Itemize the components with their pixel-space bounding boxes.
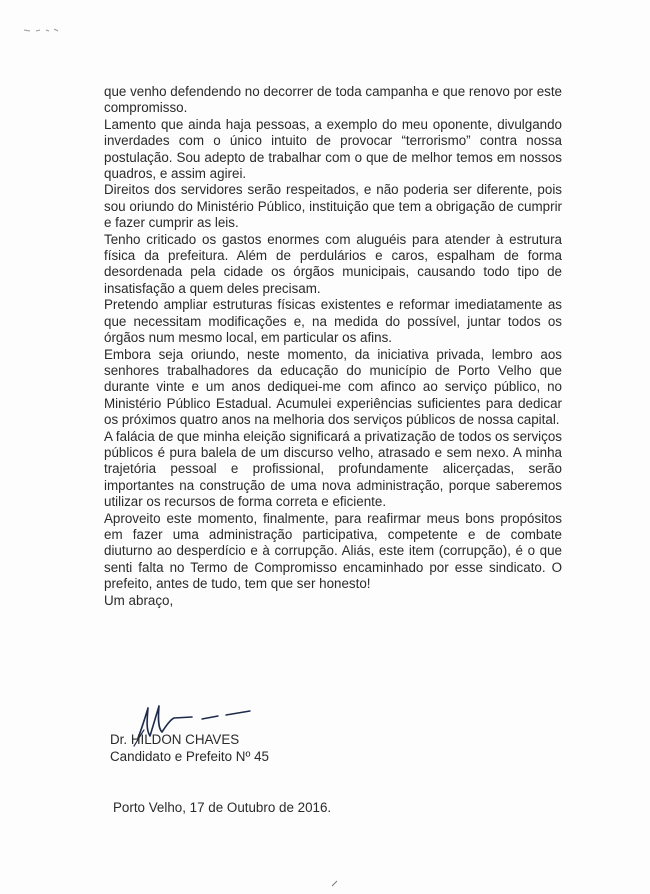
dateline: Porto Velho, 17 de Outubro de 2016. xyxy=(113,800,332,815)
paragraph-public-service: Embora seja oriundo, neste momento, da iniciativa privada, lembro aos senhores trabalhadores da educação do município de Porto Velho que durante vinte e um anos dediquei-me com afinco ao serviço público, no Ministério Público Estadual. Acumulei experiências suficientes para dedicar os próximos quatro anos na melhoria dos serviços públicos de nossa capital. xyxy=(104,346,562,428)
paragraph-structures: Pretendo ampliar estruturas físicas existentes e reformar imediatamente as que necessitam modificações e, na medida do possível, juntar todos os órgãos num mesmo local, em particular os afins. xyxy=(104,297,562,346)
paragraph-opponent: Lamento que ainda haja pessoas, a exemplo do meu oponente, divulgando inverdades com o único intuito de provocar “terrorismo” contra nossa postulação. Sou adepto de trabalhar com o que de melhor temos em nossos quadros, e assim agirei. xyxy=(104,116,562,182)
paragraph-corruption: Aproveito este momento, finalmente, para reafirmar meus bons propósitos em fazer uma administração participativa, competente e de combate diuturno ao desperdício e à corrupção. Aliás, este item (corrupção), é o que senti falta no Termo de Compromisso encaminhado por esse sindicato. O prefeito, antes de tudo, tem que ser honesto! xyxy=(104,510,562,592)
paragraph-servants-rights: Direitos dos servidores serão respeitados, e não poderia ser diferente, pois sou oriundo do Ministério Público, instituição que tem a obrigação de cumprir e fazer cumprir as leis. xyxy=(104,182,562,231)
closing-salutation: Um abraço, xyxy=(104,592,174,608)
letter-body xyxy=(104,84,562,609)
scan-speck-mark xyxy=(22,26,62,34)
signer-title: Candidato e Prefeito Nº 45 xyxy=(110,749,269,764)
paragraph-rent-costs: Tenho criticado os gastos enormes com aluguéis para atender à estrutura física da prefeitura. Além de perdulários e caros, espalham de forma desordenada pela cidade os órgãos municipais, causando todo tipo de insatisfação a quem deles precisam. xyxy=(104,231,562,296)
paragraph-campaign: que venho defendendo no decorrer de toda campanha e que renovo por este compromisso. xyxy=(104,84,562,116)
signer-name: Dr. HILDON CHAVES xyxy=(110,732,240,747)
paragraph-privatization: A falácia de que minha eleição significará a privatização de todos os serviços públicos é pura balela de um discurso velho, atrasado e sem nexo. A minha trajetória pessoal e profissional, profundamente alicerçadas, serão importantes na construção de uma nova administração, porque saberemos utilizar os recursos de forma correta e eficiente. xyxy=(104,428,562,510)
scan-speck-mark-bottom xyxy=(330,878,340,888)
signature-block xyxy=(110,731,269,765)
